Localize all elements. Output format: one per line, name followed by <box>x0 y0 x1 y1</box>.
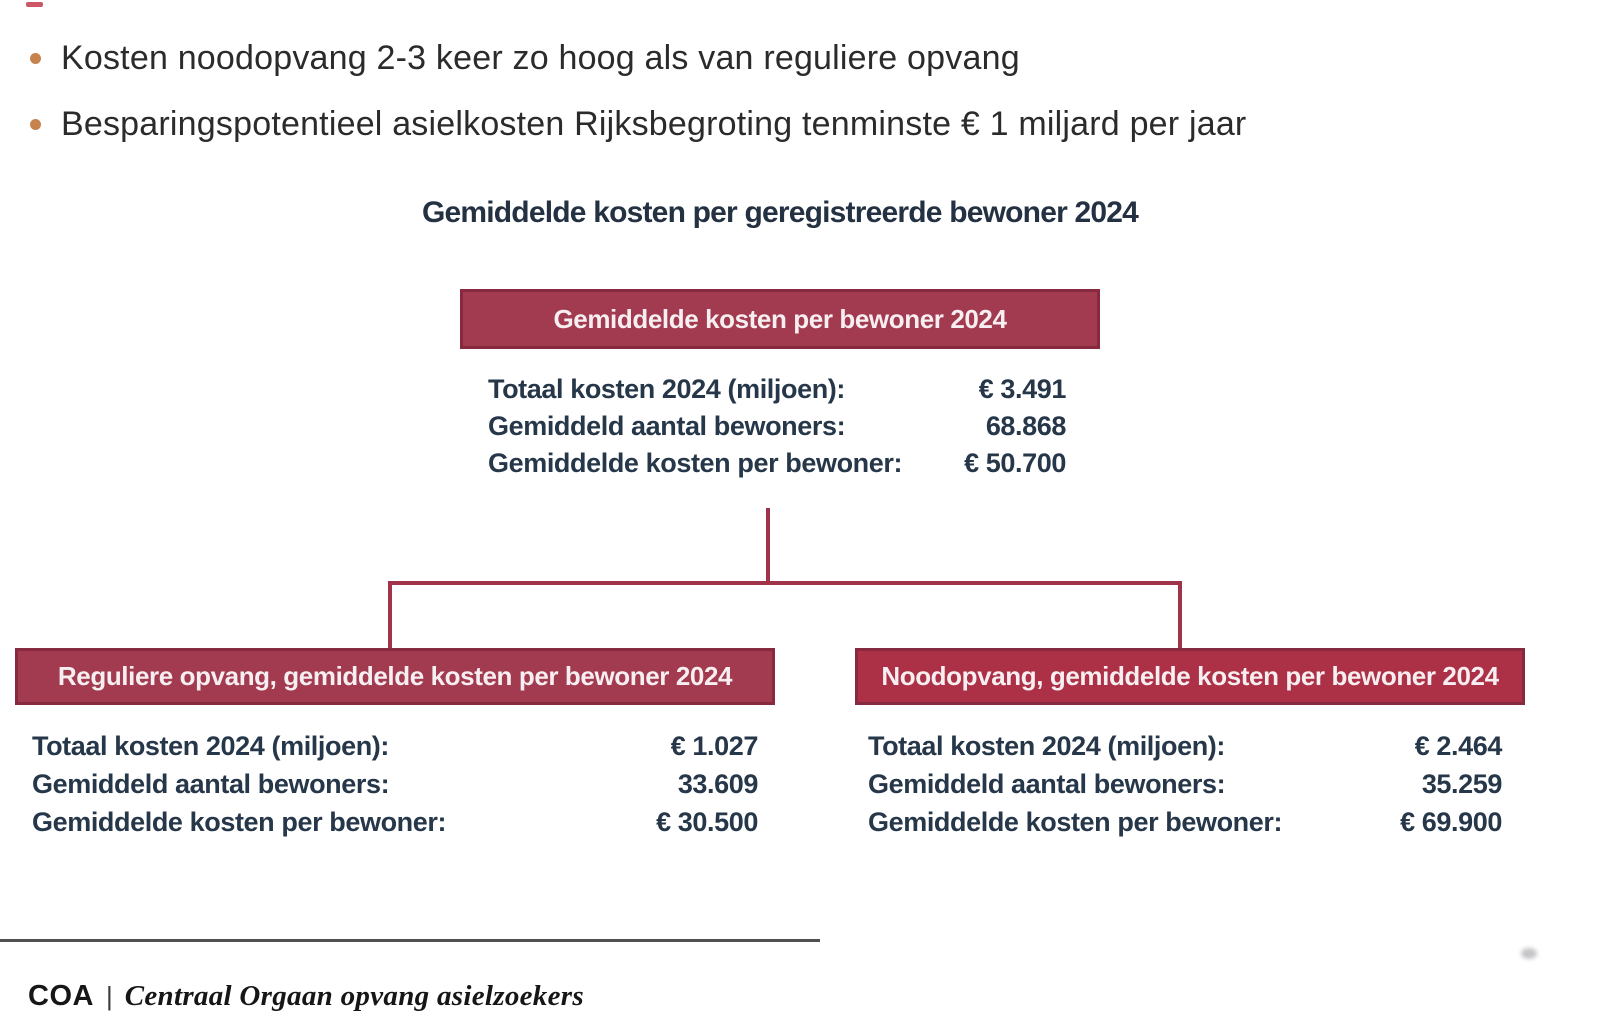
data-row <box>868 803 1502 841</box>
data-row <box>868 727 1502 765</box>
row-value: € 50.700 <box>964 448 1066 478</box>
row-label: Gemiddelde kosten per bewoner: <box>32 807 447 837</box>
row-value: € 3.491 <box>978 374 1066 404</box>
left-node-rows <box>32 727 758 841</box>
right-node-rows <box>868 727 1502 841</box>
left-node-header: Reguliere opvang, gemiddelde kosten per bewoner 2024 <box>15 648 775 705</box>
bullet-dot-icon <box>30 53 41 64</box>
bullet-text: Kosten noodopvang 2-3 keer zo hoog als van reguliere opvang <box>61 39 1020 77</box>
row-value: € 2.464 <box>1414 731 1502 761</box>
bullet-item-2 <box>30 104 1246 144</box>
connector-stem-line <box>766 508 770 585</box>
diagram-title: Gemiddelde kosten per geregistreerde bewoner 2024 <box>421 196 1139 229</box>
connector-horizontal-line <box>388 581 1182 585</box>
data-row <box>488 408 1066 445</box>
bullet-text: Besparingspotentieel asielkosten Rijksbegroting tenminste € 1 miljard per jaar <box>61 105 1247 143</box>
footer <box>28 980 584 1013</box>
scan-artifact-smudge <box>1521 948 1537 959</box>
row-label: Gemiddeld aantal bewoners: <box>868 769 1226 799</box>
footer-divider <box>0 939 820 942</box>
data-row <box>488 371 1066 408</box>
row-value: 68.868 <box>985 411 1066 441</box>
row-value: € 69.900 <box>1400 807 1502 837</box>
row-label: Gemiddeld aantal bewoners: <box>32 769 390 799</box>
row-label: Gemiddelde kosten per bewoner: <box>488 448 903 478</box>
row-label: Gemiddeld aantal bewoners: <box>488 411 846 441</box>
footer-separator: | <box>105 981 113 1011</box>
row-value: 35.259 <box>1421 769 1502 799</box>
org-name: Centraal Orgaan opvang asielzoekers <box>124 980 584 1012</box>
bullet-dot-icon <box>30 119 41 130</box>
root-node-rows <box>488 371 1066 482</box>
row-value: € 1.027 <box>670 731 758 761</box>
row-label: Totaal kosten 2024 (miljoen): <box>868 731 1225 761</box>
root-node-header: Gemiddelde kosten per bewoner 2024 <box>460 289 1100 349</box>
row-value: 33.609 <box>677 769 758 799</box>
bullet-item-1 <box>30 38 1020 78</box>
right-node-header: Noodopvang, gemiddelde kosten per bewoner 2024 <box>855 648 1525 705</box>
data-row <box>32 765 758 803</box>
row-label: Gemiddelde kosten per bewoner: <box>868 807 1283 837</box>
connector-left-drop-line <box>388 581 392 651</box>
row-value: € 30.500 <box>656 807 758 837</box>
data-row <box>488 445 1066 482</box>
connector-right-drop-line <box>1178 581 1182 651</box>
row-label: Totaal kosten 2024 (miljoen): <box>488 374 845 404</box>
data-row <box>32 803 758 841</box>
scan-artifact-red-mark <box>26 2 43 7</box>
row-label: Totaal kosten 2024 (miljoen): <box>32 731 389 761</box>
data-row <box>32 727 758 765</box>
org-abbreviation: COA <box>28 980 94 1012</box>
data-row <box>868 765 1502 803</box>
